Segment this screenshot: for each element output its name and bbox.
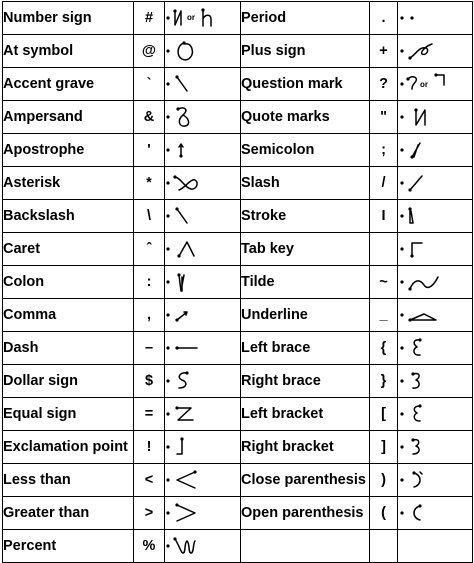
table-row [3, 2, 473, 35]
empty-cell [241, 530, 370, 563]
dash-gesture-icon [165, 332, 241, 365]
symbol-char: ) [370, 464, 398, 497]
symbol-name: Close parenthesis [241, 464, 370, 497]
symbol-name: Left bracket [241, 398, 370, 431]
symbol-char: = [134, 398, 165, 431]
symbol-name: Exclamation point [3, 431, 134, 464]
symbol-name: Asterisk [3, 167, 134, 200]
symbol-name: Greater than [3, 497, 134, 530]
slash-gesture-icon [398, 167, 473, 200]
symbol-char: # [134, 2, 165, 35]
symbol-name: Number sign [3, 2, 134, 35]
open-parenthesis-gesture-icon [398, 497, 473, 530]
symbol-char: { [370, 332, 398, 365]
symbol-name: Less than [3, 464, 134, 497]
symbol-char: ˆ [134, 233, 165, 266]
table-row [3, 332, 473, 365]
alt-or-label: or [187, 13, 195, 22]
symbol-name: Underline [241, 299, 370, 332]
symbol-name: Caret [3, 233, 134, 266]
table-row [3, 431, 473, 464]
asterisk-gesture-icon [165, 167, 241, 200]
symbol-name: Open parenthesis [241, 497, 370, 530]
symbol-char: ' [134, 134, 165, 167]
backslash-gesture-icon [165, 200, 241, 233]
at-symbol-gesture-icon [165, 35, 241, 68]
symbol-char: ] [370, 431, 398, 464]
symbol-name: Semicolon [241, 134, 370, 167]
symbol-char: * [134, 167, 165, 200]
empty-cell [370, 530, 398, 563]
equal-sign-gesture-icon [165, 398, 241, 431]
symbol-char: : [134, 266, 165, 299]
symbol-char: " [370, 101, 398, 134]
table-row [3, 530, 473, 563]
symbol-name: Accent grave [3, 68, 134, 101]
exclamation-point-gesture-icon [165, 431, 241, 464]
symbol-name: Dollar sign [3, 365, 134, 398]
table-row [3, 35, 473, 68]
symbol-char: } [370, 365, 398, 398]
table-row [3, 134, 473, 167]
table-row [3, 167, 473, 200]
symbol-name: Colon [3, 266, 134, 299]
table-row [3, 266, 473, 299]
symbol-name: Comma [3, 299, 134, 332]
greater-than-gesture-icon [165, 497, 241, 530]
table-row [3, 398, 473, 431]
table-row [3, 299, 473, 332]
symbol-name: Equal sign [3, 398, 134, 431]
right-bracket-gesture-icon [398, 431, 473, 464]
symbol-name: Quote marks [241, 101, 370, 134]
symbol-char: ( [370, 497, 398, 530]
symbol-name: Question mark [241, 68, 370, 101]
dollar-sign-gesture-icon [165, 365, 241, 398]
symbol-char: & [134, 101, 165, 134]
percent-gesture-icon [165, 530, 241, 563]
table-row [3, 68, 473, 101]
table-row [3, 233, 473, 266]
comma-gesture-icon [165, 299, 241, 332]
symbol-char: _ [370, 299, 398, 332]
tab-key-gesture-icon [398, 233, 473, 266]
question-mark-gesture-icon [398, 68, 473, 101]
semicolon-gesture-icon [398, 134, 473, 167]
gesture-symbol-table [2, 1, 473, 563]
symbol-char: < [134, 464, 165, 497]
symbol-name: Apostrophe [3, 134, 134, 167]
tilde-gesture-icon [398, 266, 473, 299]
symbol-name: Tab key [241, 233, 370, 266]
symbol-char: [ [370, 398, 398, 431]
symbol-char [370, 233, 398, 266]
symbol-name: Ampersand [3, 101, 134, 134]
symbol-char: ~ [370, 266, 398, 299]
period-gesture-icon [398, 2, 473, 35]
symbol-name: Backslash [3, 200, 134, 233]
symbol-char: + [370, 35, 398, 68]
symbol-char: $ [134, 365, 165, 398]
right-brace-gesture-icon [398, 365, 473, 398]
symbol-char: ` [134, 68, 165, 101]
symbol-name: Dash [3, 332, 134, 365]
symbol-char: \ [134, 200, 165, 233]
ampersand-gesture-icon [165, 101, 241, 134]
symbol-char: ? [370, 68, 398, 101]
table-row [3, 200, 473, 233]
symbol-char: – [134, 332, 165, 365]
symbol-name: Left brace [241, 332, 370, 365]
table-row [3, 365, 473, 398]
symbol-name: Stroke [241, 200, 370, 233]
symbol-char: > [134, 497, 165, 530]
symbol-char: ; [370, 134, 398, 167]
underline-gesture-icon [398, 299, 473, 332]
symbol-char: . [370, 2, 398, 35]
symbol-char: / [370, 167, 398, 200]
table-row [3, 464, 473, 497]
left-brace-gesture-icon [398, 332, 473, 365]
accent-grave-gesture-icon [165, 68, 241, 101]
symbol-name: Right brace [241, 365, 370, 398]
stroke-gesture-icon [398, 200, 473, 233]
quote-marks-gesture-icon [398, 101, 473, 134]
symbol-char: , [134, 299, 165, 332]
close-parenthesis-gesture-icon [398, 464, 473, 497]
table-row [3, 497, 473, 530]
symbol-char: % [134, 530, 165, 563]
symbol-name: Plus sign [241, 35, 370, 68]
empty-cell [398, 530, 473, 563]
table-row [3, 101, 473, 134]
apostrophe-gesture-icon [165, 134, 241, 167]
symbol-name: Tilde [241, 266, 370, 299]
symbol-name: At symbol [3, 35, 134, 68]
plus-sign-gesture-icon [398, 35, 473, 68]
symbol-name: Percent [3, 530, 134, 563]
left-bracket-gesture-icon [398, 398, 473, 431]
symbol-char: @ [134, 35, 165, 68]
symbol-char: I [370, 200, 398, 233]
caret-gesture-icon [165, 233, 241, 266]
number-sign-gesture-icon [165, 2, 241, 35]
colon-gesture-icon [165, 266, 241, 299]
symbol-name: Right bracket [241, 431, 370, 464]
symbol-name: Period [241, 2, 370, 35]
alt-or-label: or [420, 80, 428, 89]
symbol-name: Slash [241, 167, 370, 200]
less-than-gesture-icon [165, 464, 241, 497]
symbol-char: ! [134, 431, 165, 464]
